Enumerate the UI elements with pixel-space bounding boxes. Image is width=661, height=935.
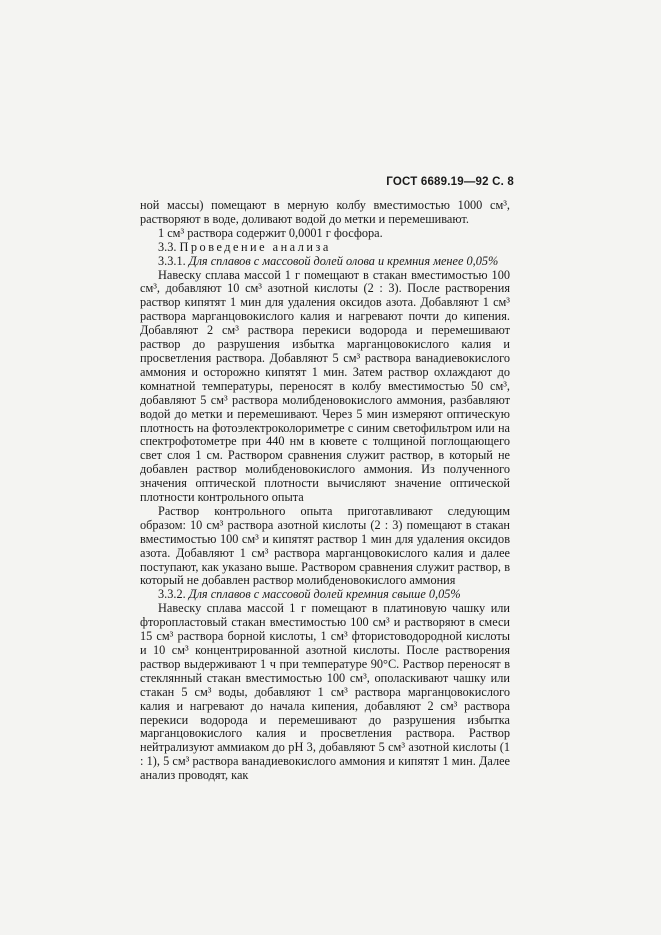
paragraph-procedure-high-silicon: Навеску сплава массой 1 г помещают в платиновую чашку или фторопластовый стакан вместимостью 100 см³ и растворяют в смеси 15 см³ раствора борной кислоты, 1 см³ фтористоводородной кислоты и 10 см³ концентрированной азотной кислоты. После растворения раствор выдерживают 1 ч при температуре 90°С. Раствор переносят в стеклянный стакан вместимостью 100 см³, ополаскивают чашку или стакан 5 см³ воды, добавляют 1 см³ раствора марганцовокислого калия и нагревают до начала кипения, добавляют 2 см³ раствора перекиси водорода и перемешивают до разрушения избытка марганцовокислого калия и просветления раствора. Раствор нейтрализуют аммиаком до рН 3, добавляют 5 см³ азотной кислоты (1 : 1), 5 см³ раствора ванадиевокислого аммония и кипятят 1 мин. Далее анализ проводят, как <box>140 601 510 783</box>
paragraph-phosphorus-content: 1 см³ раствора содержит 0,0001 г фосфора. <box>158 225 383 240</box>
paragraph-continuation: ной массы) помещают в мерную колбу вместимостью 1000 см³, растворяют в воде, доливают водой до метки и перемешивают. <box>140 198 510 226</box>
paragraph-control-experiment: Раствор контрольного опыта приготавливают следующим образом: 10 см³ раствора азотной кислоты (2 : 3) помещают в стакан вместимостью 100 см³ и кипятят раствор 1 мин для удаления оксидов азота. Добавляют 1 см³ раствора марганцовокислого калия и далее поступают, как указано выше. Раствором сравнения служит раствор, в который не добавлен раствор молибденовокислого аммония <box>140 503 510 588</box>
subsection-heading-3-3-1 <box>140 255 510 269</box>
subsection-number: 3.3.1. <box>158 253 186 268</box>
subsection-title: Для сплавов с массовой долей олова и кремния менее 0,05% <box>188 253 499 268</box>
running-header: ГОСТ 6689.19—92 С. 8 <box>386 176 514 188</box>
paragraph-procedure-low-silicon: Навеску сплава массой 1 г помещают в стакан вместимостью 100 см³, добавляют 10 см³ азотной кислоты (2 : 3). После растворения раствор кипятят 1 мин для удаления оксидов азота. Добавляют 1 см³ раствора марганцовокислого калия и нагревают почти до кипения. Добавляют 2 см³ раствора перекиси водорода и перемешивают раствор до разрушения избытка марганцовокислого калия и просветления раствора. Добавляют 5 см³ раствора ванадиевокислого аммония и осторожно кипятят 1 мин. Затем раствор охлаждают до комнатной температуры, переносят в колбу вместимостью 50 см³, добавляют 5 см³ раствора молибденовокислого аммония, разбавляют водой до метки и перемешивают. Через 5 мин измеряют оптическую плотность на фотоэлектроколориметре с синим светофильтром или на спектрофотометре при 440 нм в кювете с толщиной поглощающего свет слоя 1 см. Раствором сравнения служит раствор, в который не добавлен раствор молибденовокислого аммония. Из полученного значения оптической плотности вычисляют значение оптической плотности контрольного опыта <box>140 267 510 505</box>
section-heading-3-3 <box>140 241 510 255</box>
subsection-heading-3-3-2 <box>140 588 510 602</box>
section-title: Проведение анализа <box>179 239 331 254</box>
section-number: 3.3. <box>158 239 177 254</box>
subsection-number: 3.3.2. <box>158 587 186 602</box>
document-body <box>140 199 510 783</box>
subsection-title: Для сплавов с массовой долей кремния свыше 0,05% <box>188 587 461 602</box>
